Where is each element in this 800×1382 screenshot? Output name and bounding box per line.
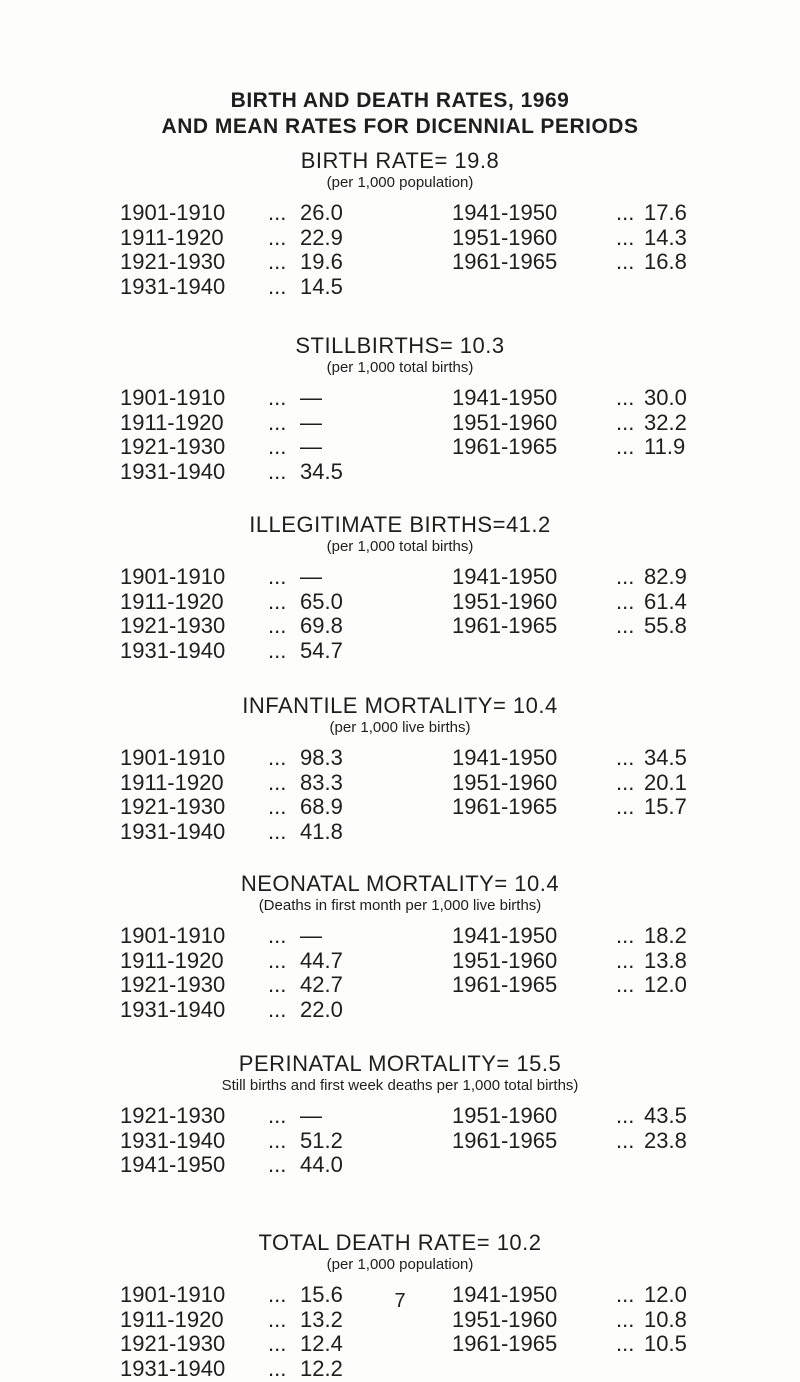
period-label: 1941-1950 [452,1282,558,1307]
leader-dots: ... [268,200,287,225]
section-heading: PERINATAL MORTALITY= 15.5 [238,1051,562,1076]
period-label: 1931-1940 [120,273,226,299]
table-row [0,274,800,300]
rate-value: 34.5 [300,458,343,484]
leader-dots: ... [268,1152,287,1177]
leader-dots: ... [268,1127,287,1153]
period-label: 1941-1950 [452,200,558,225]
period-label: 1951-1960 [452,947,558,973]
table-row [0,948,800,974]
period-label: 1901-1910 [120,564,226,589]
rate-value: 13.2 [300,1306,343,1332]
table-row [0,972,800,998]
leader-dots: ... [616,947,635,973]
leader-dots: ... [616,385,635,410]
rate-value: 22.9 [300,224,343,250]
period-label: 1961-1965 [452,613,558,638]
leader-dots: ... [616,794,635,819]
rate-value: — [300,564,322,589]
period-label: 1921-1930 [120,1103,226,1128]
period-label: 1941-1950 [452,745,558,770]
section-subheading: Still births and first week deaths per 1,000 total births) [221,1077,579,1094]
table-row [0,564,800,590]
period-label: 1911-1920 [120,1306,224,1332]
period-label: 1961-1965 [452,794,558,819]
period-label: 1941-1950 [452,564,558,589]
rate-value: 44.7 [300,947,343,973]
period-label: 1921-1930 [120,249,226,274]
rate-value: 30.0 [644,385,687,410]
section-subheading: (per 1,000 total births) [326,538,474,555]
period-label: 1951-1960 [452,409,558,435]
rate-value: 82.9 [644,564,687,589]
period-label: 1921-1930 [120,1331,226,1356]
table-row [0,1103,800,1129]
leader-dots: ... [268,224,287,250]
rate-value: — [300,434,322,459]
period-label: 1951-1960 [452,1103,558,1128]
section-subheading: (per 1,000 total births) [326,359,474,376]
rate-value: 26.0 [300,200,343,225]
rate-value: 61.4 [644,588,687,614]
rate-value: — [300,385,322,410]
section-subheading: (per 1,000 live births) [329,719,471,736]
section-heading: BIRTH RATE= 19.8 [300,148,500,173]
period-label: 1901-1910 [120,200,226,225]
leader-dots: ... [616,588,635,614]
table-row [0,819,800,845]
rate-value: — [300,923,322,948]
rate-value: 41.8 [300,818,343,844]
leader-dots: ... [616,564,635,589]
leader-dots: ... [616,1127,635,1153]
leader-dots: ... [268,1103,287,1128]
table-row [0,385,800,411]
leader-dots: ... [268,1282,287,1307]
rate-value: 23.8 [644,1127,687,1153]
leader-dots: ... [616,1282,635,1307]
table-row [0,1356,800,1382]
period-label: 1901-1910 [120,923,226,948]
rate-value: 19.6 [300,249,343,274]
period-label: 1941-1950 [120,1152,226,1177]
table-row [0,434,800,460]
rate-value: 44.0 [300,1152,343,1177]
leader-dots: ... [616,923,635,948]
period-label: 1951-1960 [452,769,558,795]
leader-dots: ... [268,1355,287,1381]
rate-value: 15.7 [644,794,687,819]
period-label: 1901-1910 [120,745,226,770]
period-label: 1911-1920 [120,588,224,614]
rate-value: 14.5 [300,273,343,299]
leader-dots: ... [616,1306,635,1332]
period-label: 1921-1930 [120,794,226,819]
period-label: 1941-1950 [452,385,558,410]
rate-value: 14.3 [644,224,687,250]
table-row [0,410,800,436]
rate-value: 69.8 [300,613,343,638]
leader-dots: ... [268,794,287,819]
page-number: 7 [394,1290,406,1312]
page-title-line-1: BIRTH AND DEATH RATES, 1969 [230,89,570,112]
period-label: 1911-1920 [120,224,224,250]
period-label: 1901-1910 [120,385,226,410]
rate-value: 55.8 [644,613,687,638]
leader-dots: ... [616,769,635,795]
leader-dots: ... [268,1306,287,1332]
table-row [0,249,800,275]
leader-dots: ... [268,1331,287,1356]
period-label: 1931-1940 [120,458,226,484]
leader-dots: ... [268,769,287,795]
period-label: 1911-1920 [120,409,224,435]
leader-dots: ... [616,745,635,770]
leader-dots: ... [268,564,287,589]
period-label: 1931-1940 [120,1355,226,1381]
rate-value: 43.5 [644,1103,687,1128]
leader-dots: ... [616,200,635,225]
table-row [0,459,800,485]
period-label: 1961-1965 [452,249,558,274]
rate-value: 11.9 [644,434,686,459]
rate-value: 12.4 [300,1331,343,1356]
rate-value: — [300,409,322,435]
leader-dots: ... [616,409,635,435]
table-row [0,200,800,226]
rate-value: 22.0 [300,996,343,1022]
rate-value: 17.6 [644,200,687,225]
rate-value: 54.7 [300,637,343,663]
period-label: 1961-1965 [452,1331,558,1356]
leader-dots: ... [268,947,287,973]
period-label: 1911-1920 [120,769,224,795]
section-heading: TOTAL DEATH RATE= 10.2 [258,1230,542,1255]
rate-value: 10.5 [644,1331,687,1356]
table-row [0,1128,800,1154]
period-label: 1921-1930 [120,434,226,459]
rate-value: 42.7 [300,972,343,997]
leader-dots: ... [268,385,287,410]
leader-dots: ... [268,972,287,997]
table-row [0,745,800,771]
table-row [0,923,800,949]
section-subheading: (Deaths in first month per 1,000 live births) [258,897,542,914]
period-label: 1961-1965 [452,972,558,997]
leader-dots: ... [268,996,287,1022]
rate-value: 15.6 [300,1282,343,1307]
rate-value: 98.3 [300,745,343,770]
section-subheading: (per 1,000 population) [326,174,474,191]
period-label: 1931-1940 [120,818,226,844]
period-label: 1951-1960 [452,588,558,614]
rate-value: 10.8 [644,1306,687,1332]
leader-dots: ... [616,434,635,459]
leader-dots: ... [268,745,287,770]
period-label: 1931-1940 [120,996,226,1022]
rate-value: 12.0 [644,972,687,997]
rate-value: 18.2 [644,923,687,948]
leader-dots: ... [616,1103,635,1128]
leader-dots: ... [268,613,287,638]
leader-dots: ... [268,458,287,484]
period-label: 1951-1960 [452,1306,558,1332]
period-label: 1931-1940 [120,637,226,663]
leader-dots: ... [268,637,287,663]
table-row [0,638,800,664]
table-row [0,613,800,639]
leader-dots: ... [268,273,287,299]
rate-value: 16.8 [644,249,687,274]
table-row [0,589,800,615]
leader-dots: ... [616,224,635,250]
period-label: 1911-1920 [120,947,224,973]
rate-value: 83.3 [300,769,343,795]
rate-value: 34.5 [644,745,687,770]
rate-value: 32.2 [644,409,687,435]
leader-dots: ... [616,972,635,997]
leader-dots: ... [268,249,287,274]
period-label: 1941-1950 [452,923,558,948]
leader-dots: ... [268,434,287,459]
page-title-line-2: AND MEAN RATES FOR DICENNIAL PERIODS [161,115,639,138]
section-heading: ILLEGITIMATE BIRTHS=41.2 [249,512,551,537]
table-row [0,770,800,796]
rate-value: 68.9 [300,794,343,819]
rate-value: 20.1 [644,769,687,795]
leader-dots: ... [268,588,287,614]
table-row [0,225,800,251]
rate-value: — [300,1103,322,1128]
period-label: 1961-1965 [452,1127,558,1153]
period-label: 1961-1965 [452,434,558,459]
table-row [0,997,800,1023]
leader-dots: ... [268,923,287,948]
rate-value: 13.8 [644,947,687,973]
leader-dots: ... [268,818,287,844]
rate-value: 12.2 [300,1355,343,1381]
section-heading: STILLBIRTHS= 10.3 [295,333,505,358]
section-heading: NEONATAL MORTALITY= 10.4 [240,871,560,896]
period-label: 1931-1940 [120,1127,226,1153]
table-row [0,1331,800,1357]
rate-value: 51.2 [300,1127,343,1153]
leader-dots: ... [616,613,635,638]
leader-dots: ... [268,409,287,435]
section-heading: INFANTILE MORTALITY= 10.4 [242,693,558,718]
leader-dots: ... [616,249,635,274]
period-label: 1921-1930 [120,613,226,638]
period-label: 1921-1930 [120,972,226,997]
section-subheading: (per 1,000 population) [326,1256,474,1273]
leader-dots: ... [616,1331,635,1356]
period-label: 1901-1910 [120,1282,226,1307]
table-row [0,1152,800,1178]
rate-value: 65.0 [300,588,343,614]
rate-value: 12.0 [644,1282,687,1307]
period-label: 1951-1960 [452,224,558,250]
table-row [0,794,800,820]
